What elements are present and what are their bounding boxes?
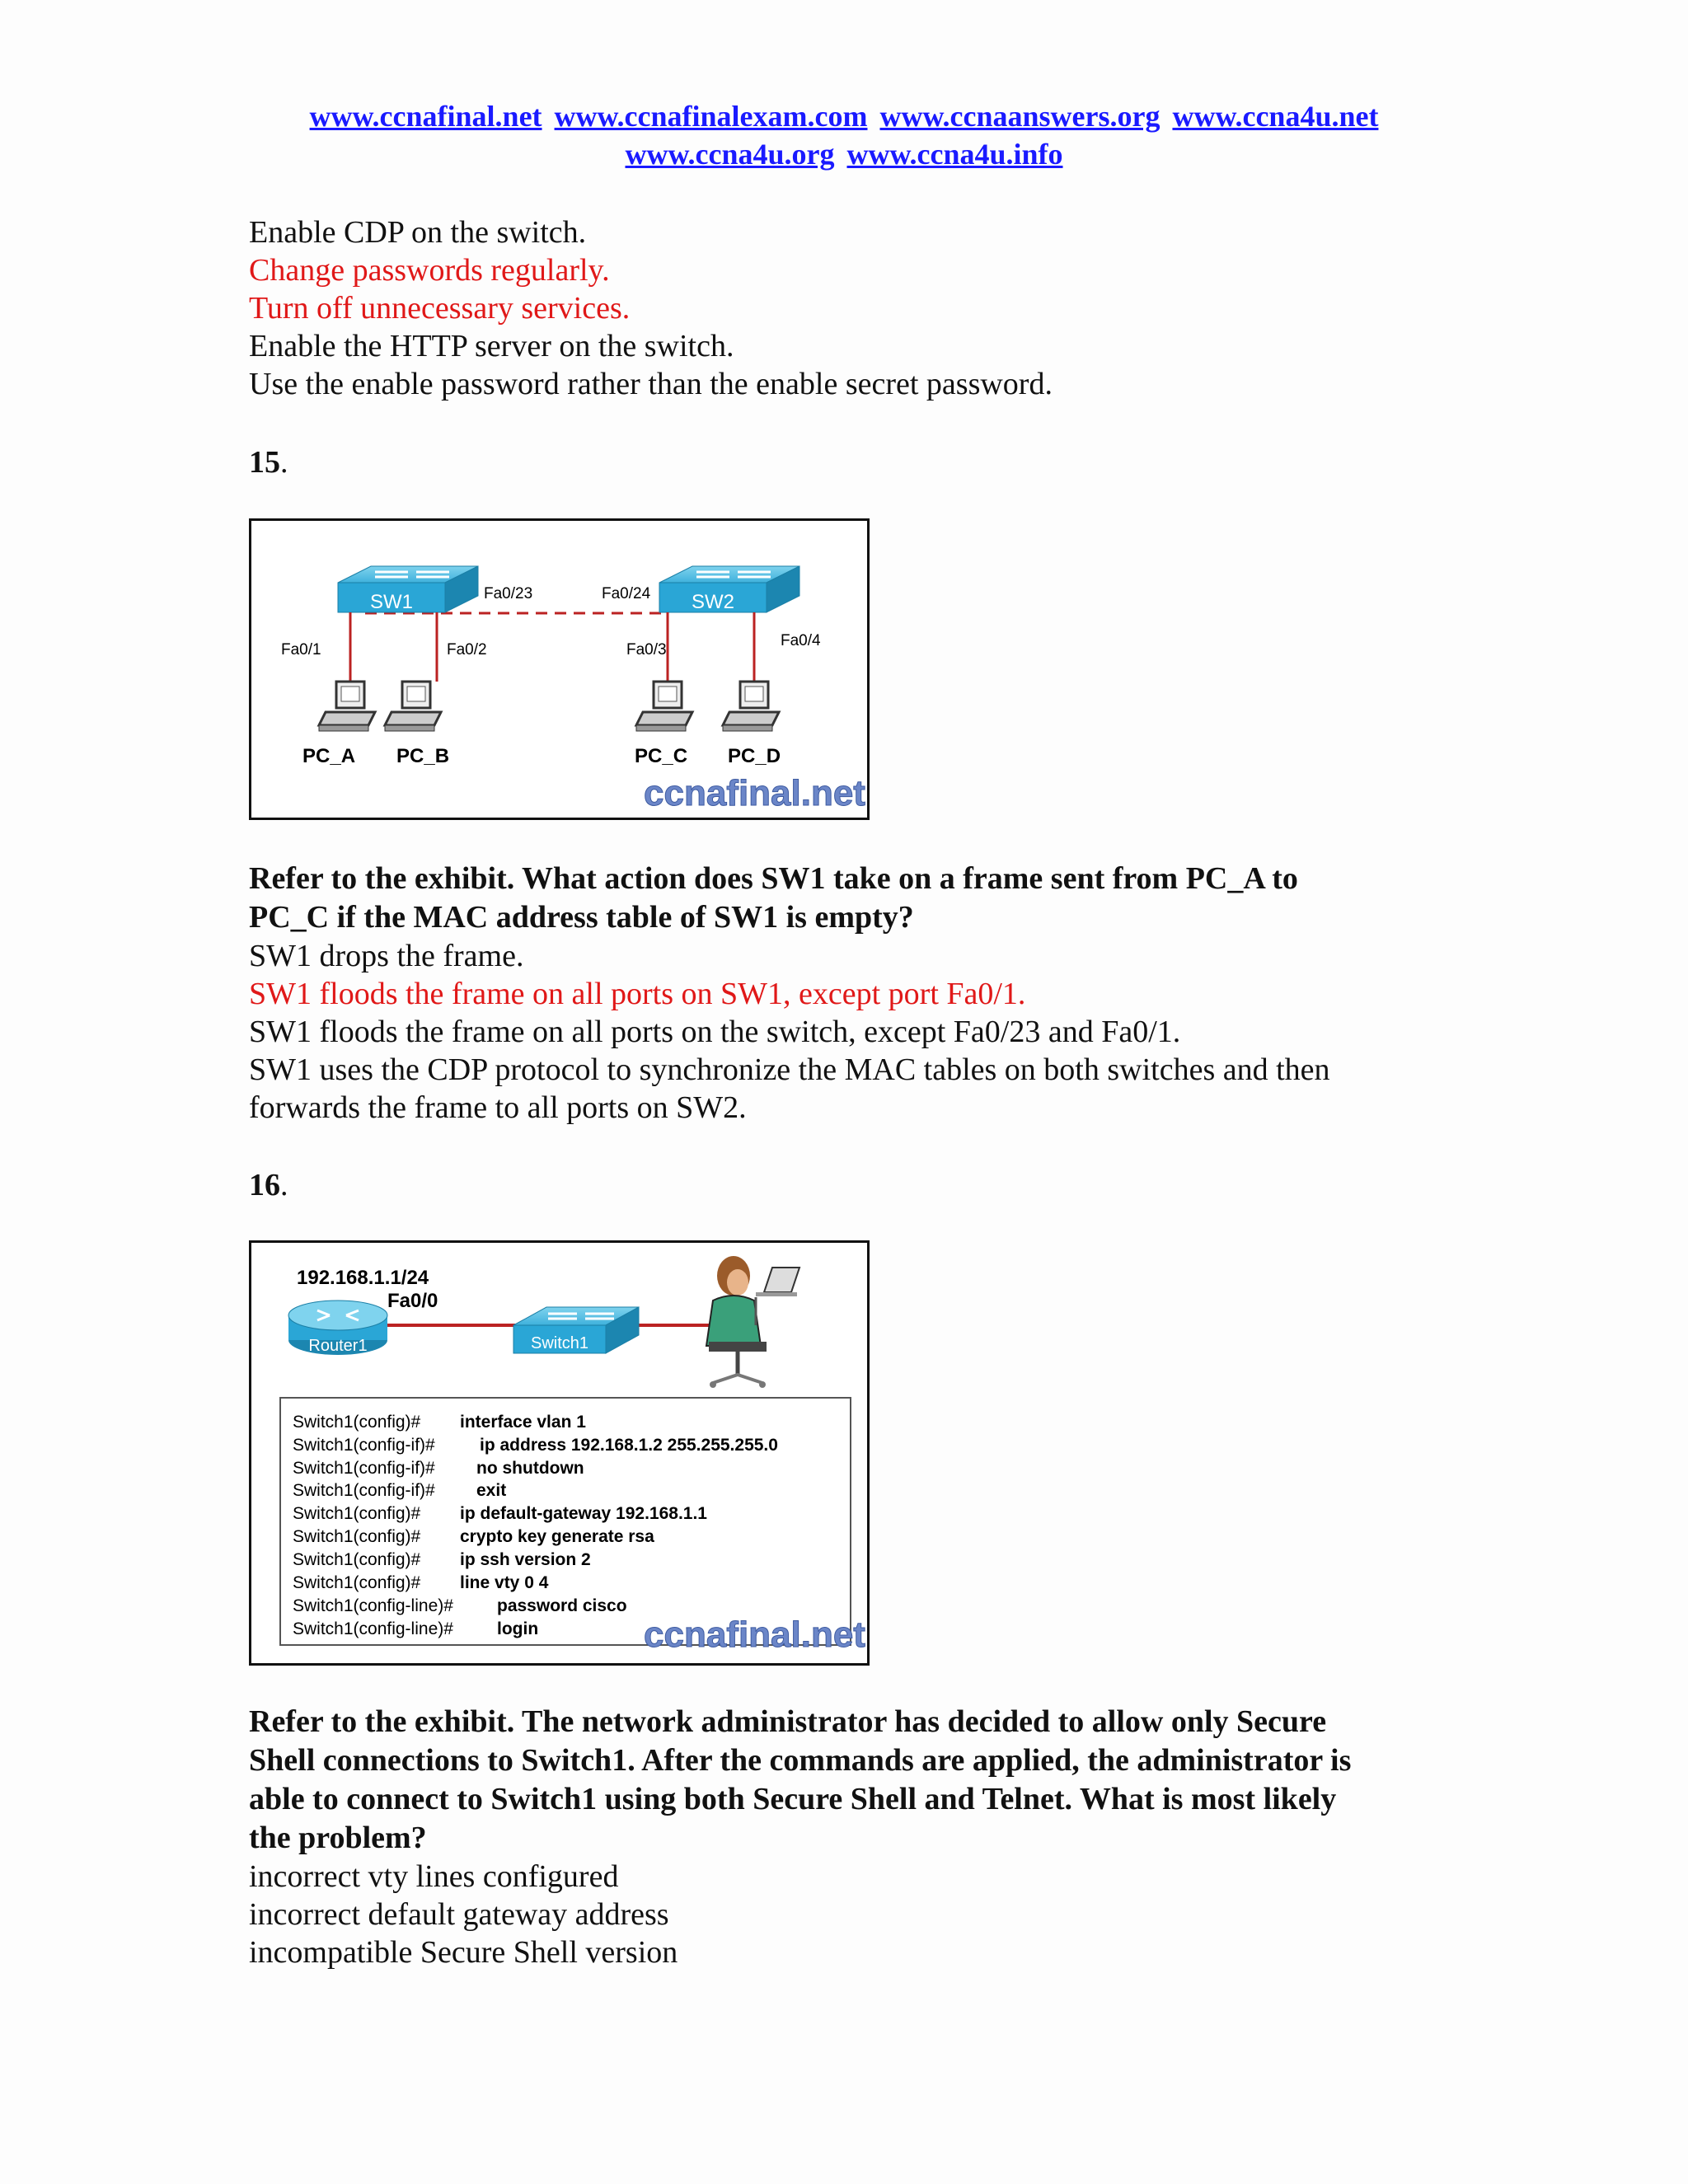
cli-command: line vty 0 4: [460, 1573, 549, 1592]
cli-command: ip default-gateway 192.168.1.1: [460, 1504, 707, 1523]
sw2-label: SW2: [691, 591, 735, 613]
port-label: Fa0/24: [602, 585, 651, 602]
q15-topology-diagram: [251, 521, 867, 818]
link-ccnaanswers-org[interactable]: www.ccnaanswers.org: [879, 100, 1160, 133]
question-number-value: 15: [249, 445, 280, 480]
question-number: 15.: [249, 445, 288, 480]
cli-command: ip address 192.168.1.2 255.255.255.0: [480, 1436, 778, 1455]
cli-command: login: [497, 1619, 539, 1638]
cli-command: no shutdown: [476, 1459, 584, 1478]
question-text: PC_C if the MAC address table of SW1 is empty?: [249, 900, 914, 935]
user-icon: [706, 1256, 799, 1388]
cli-prompt: Switch1(config-line)#: [293, 1619, 453, 1638]
iface-label: Fa0/0: [387, 1290, 438, 1312]
port-label: Fa0/3: [626, 641, 667, 658]
q15-exhibit: [249, 518, 870, 820]
sw1-label: SW1: [369, 591, 414, 613]
q15-question: [249, 860, 1452, 1127]
pc-icon: [723, 682, 779, 731]
watermark: ccnafinal.net: [644, 773, 865, 813]
link-ccnafinalexam-com[interactable]: www.ccnafinalexam.com: [554, 100, 868, 133]
cli-prompt: Switch1(config-line)#: [293, 1596, 453, 1615]
question-number: 16.: [249, 1168, 288, 1202]
answer-option: incorrect vty lines configured: [249, 1859, 619, 1894]
link-ccna4u-info[interactable]: www.ccna4u.info: [846, 138, 1063, 171]
answer-option: Enable CDP on the switch.: [249, 215, 587, 250]
pc-icon: [319, 682, 375, 731]
question-text: Shell connections to Switch1. After the commands are applied, the administrator is: [249, 1743, 1352, 1778]
port-label: Fa0/1: [281, 641, 321, 658]
cli-prompt: Switch1(config-if)#: [293, 1436, 435, 1455]
cli-prompt: Switch1(config-if)#: [293, 1459, 435, 1478]
q16-question: [249, 1703, 1452, 1971]
answer-option: SW1 uses the CDP protocol to synchronize the MAC tables on both switches and then: [249, 1052, 1330, 1087]
ip-label: 192.168.1.1/24: [297, 1267, 429, 1289]
port-label: Fa0/2: [447, 641, 487, 658]
answer-option: incompatible Secure Shell version: [249, 1935, 678, 1970]
question-text: able to connect to Switch1 using both Secure Shell and Telnet. What is most likely: [249, 1782, 1337, 1816]
question-text: Refer to the exhibit. What action does SW1 take on a frame sent from PC_A to: [249, 861, 1298, 896]
cli-prompt: Switch1(config)#: [293, 1573, 421, 1592]
answer-option: Use the enable password rather than the enable secret password.: [249, 367, 1053, 401]
q14-answer-list: [249, 213, 1452, 403]
cli-command: password cisco: [497, 1596, 627, 1615]
link-ccna4u-net[interactable]: www.ccna4u.net: [1172, 100, 1379, 133]
port-label: Fa0/23: [484, 585, 533, 602]
cli-command: exit: [476, 1481, 507, 1500]
header-links-row-1: [0, 97, 1688, 135]
cli-prompt: Switch1(config)#: [293, 1550, 421, 1569]
link-ccna4u-org[interactable]: www.ccna4u.org: [625, 138, 835, 171]
router-label: Router1: [308, 1337, 368, 1355]
pc-icon: [636, 682, 692, 731]
header-links-row-2: [0, 135, 1688, 173]
question-text: Refer to the exhibit. The network administrator has decided to allow only Secure: [249, 1704, 1327, 1739]
cli-command: interface vlan 1: [460, 1413, 586, 1432]
header-links: [0, 97, 1688, 173]
switch-label: Switch1: [530, 1334, 589, 1352]
answer-option-correct: SW1 floods the frame on all ports on SW1, except port Fa0/1.: [249, 977, 1026, 1011]
cli-prompt: Switch1(config)#: [293, 1527, 421, 1546]
watermark: ccnafinal.net: [644, 1615, 865, 1655]
pc-label: PC_A: [302, 745, 356, 767]
q16-exhibit: [249, 1240, 870, 1666]
answer-option: Enable the HTTP server on the switch.: [249, 329, 734, 363]
pc-label: PC_D: [728, 745, 781, 767]
question-number-value: 16: [249, 1168, 280, 1202]
answer-option: SW1 floods the frame on all ports on the switch, except Fa0/23 and Fa0/1.: [249, 1015, 1181, 1049]
cli-command: ip ssh version 2: [460, 1550, 591, 1569]
answer-option: incorrect default gateway address: [249, 1897, 669, 1932]
answer-option: forwards the frame to all ports on SW2.: [249, 1090, 747, 1125]
answer-option: SW1 drops the frame.: [249, 939, 524, 973]
cli-prompt: Switch1(config-if)#: [293, 1481, 435, 1500]
pc-icon: [385, 682, 441, 731]
question-text: the problem?: [249, 1821, 427, 1855]
answer-option-correct: Turn off unnecessary services.: [249, 291, 631, 326]
q16-topology-diagram: [251, 1243, 867, 1663]
cli-prompt: Switch1(config)#: [293, 1504, 421, 1523]
cli-prompt: Switch1(config)#: [293, 1413, 421, 1432]
link-ccnafinal-net[interactable]: www.ccnafinal.net: [309, 100, 542, 133]
cli-command: crypto key generate rsa: [460, 1527, 654, 1546]
answer-option-correct: Change passwords regularly.: [249, 253, 610, 288]
pc-label: PC_B: [396, 745, 450, 767]
pc-label: PC_C: [635, 745, 688, 767]
port-label: Fa0/4: [781, 632, 821, 649]
